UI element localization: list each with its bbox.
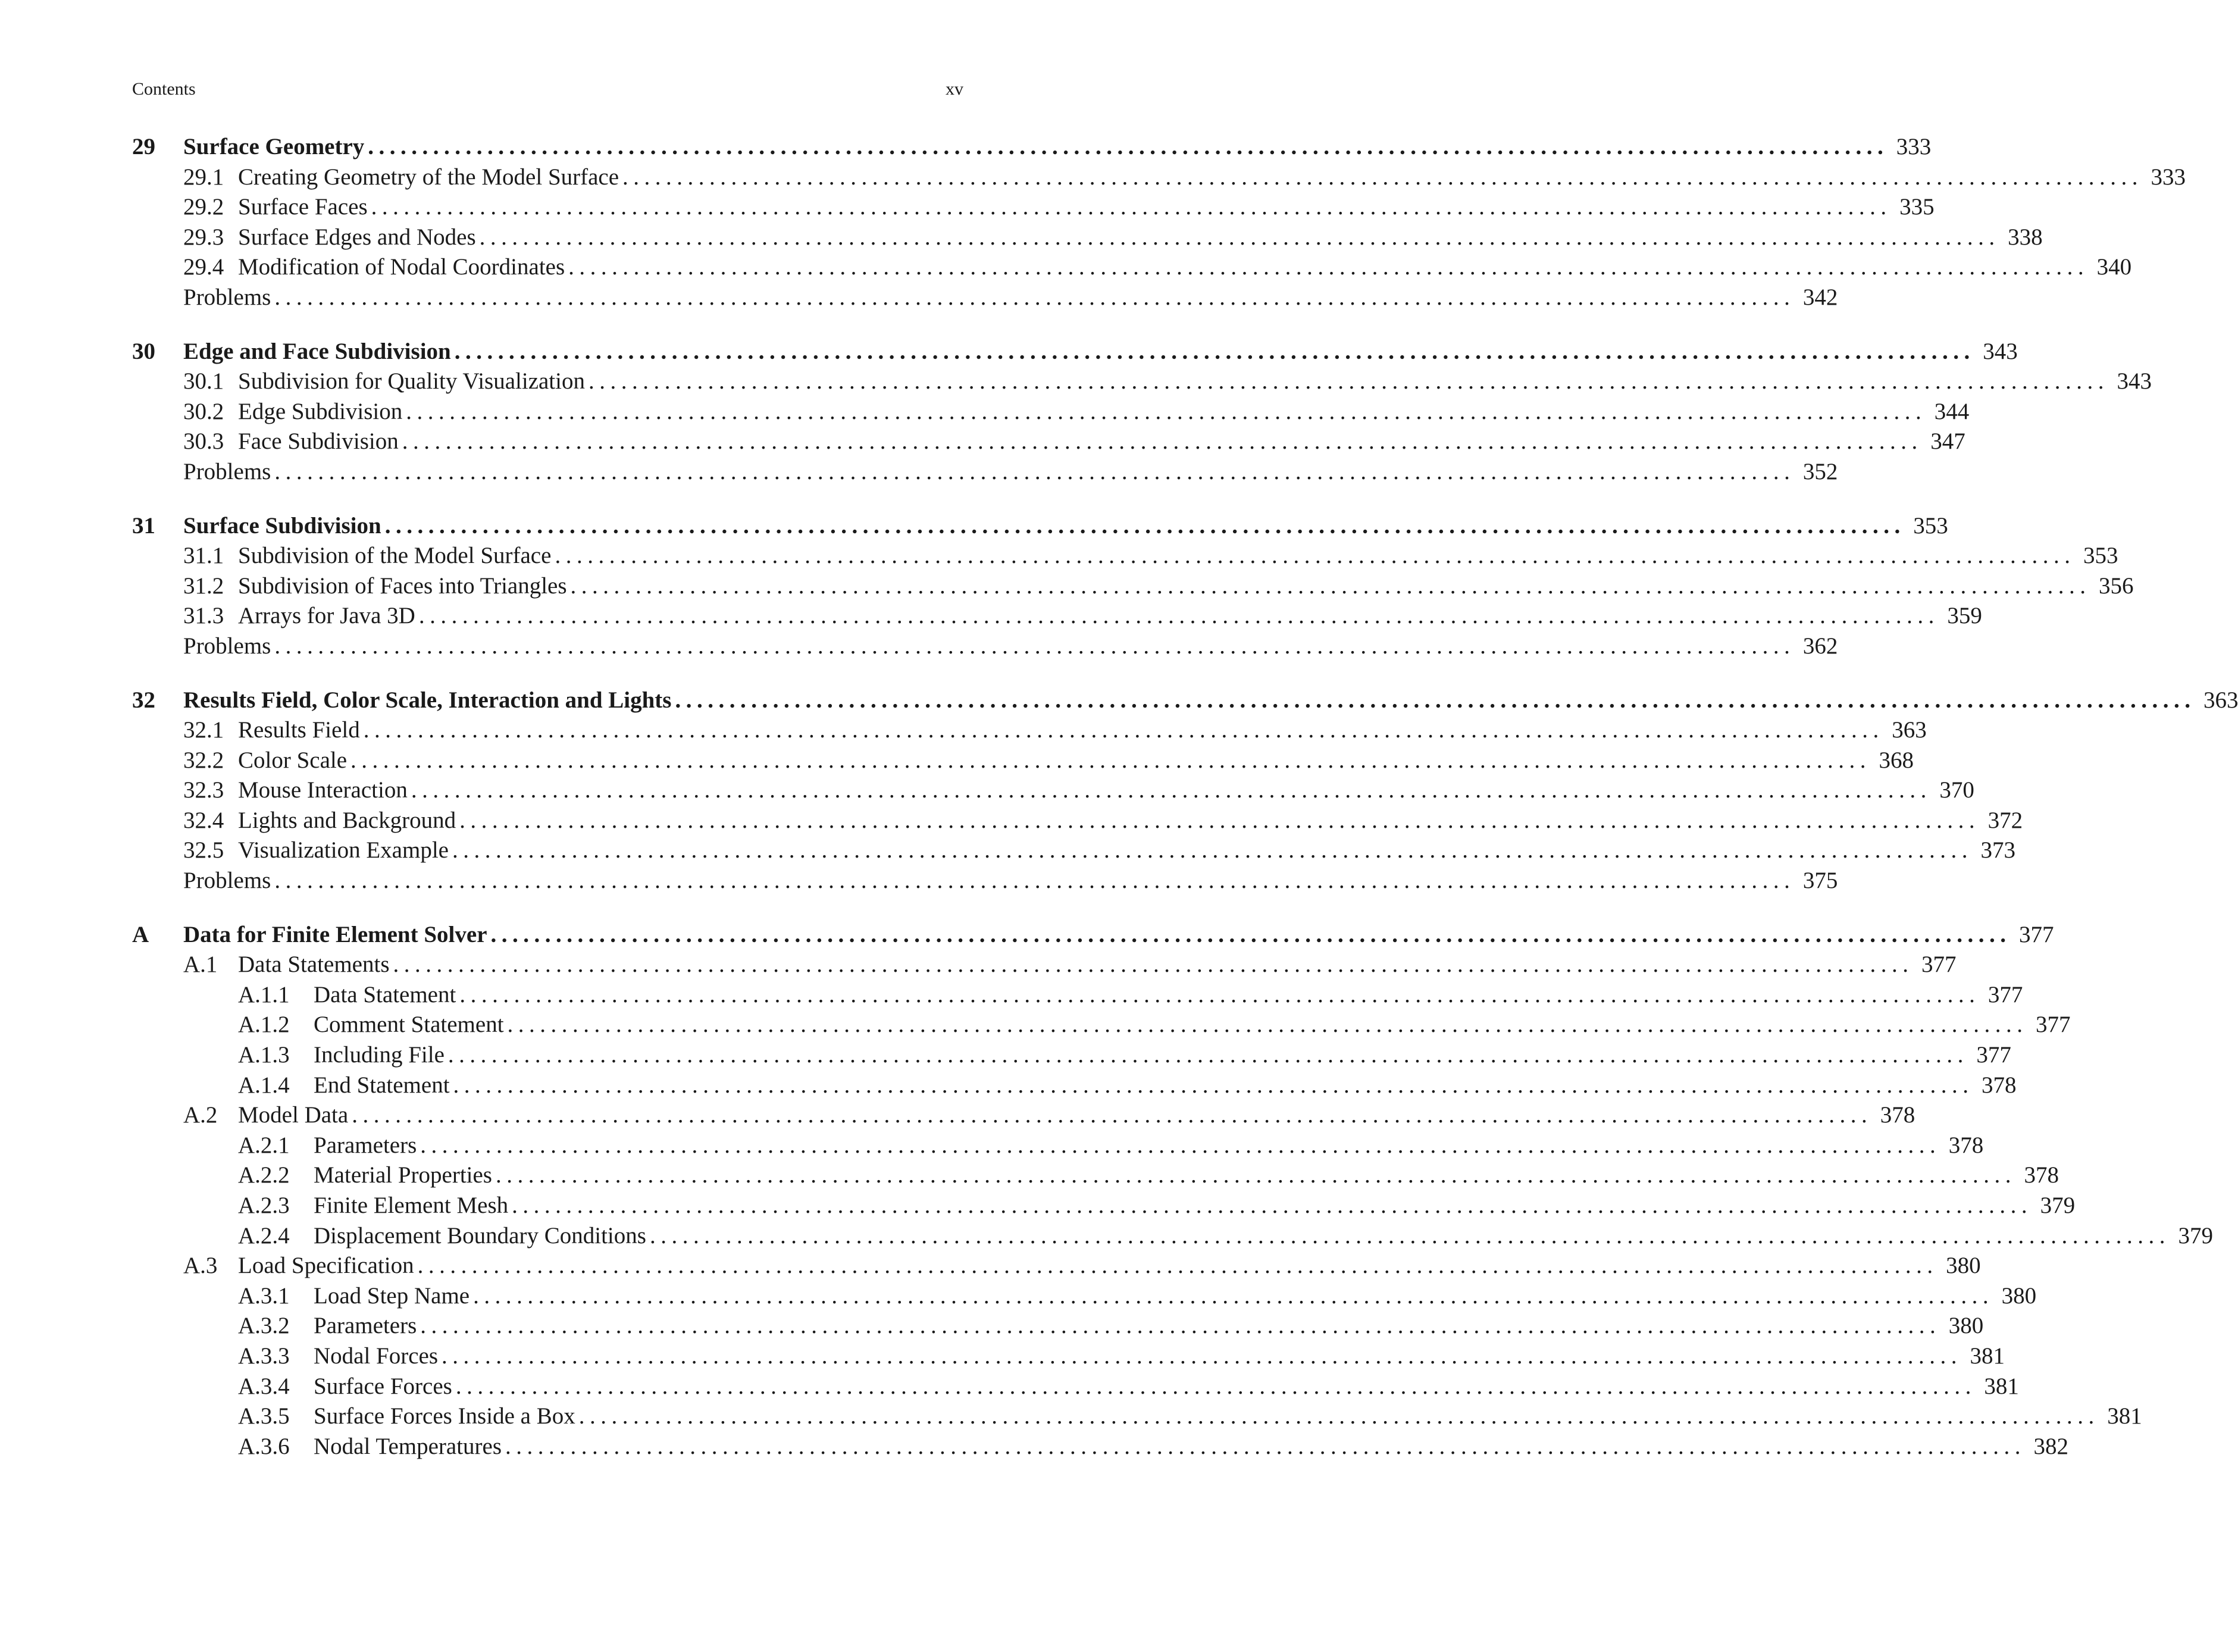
toc-section-entry[interactable] [132, 715, 1927, 746]
toc-entry-number: A.3.2 [238, 1313, 290, 1339]
toc-entry-page: 335 [1899, 194, 1935, 220]
toc-entry-title: Lights and Background [238, 807, 456, 833]
toc-entry-title: Load Step Name [314, 1282, 470, 1309]
toc-section-entry[interactable] [132, 631, 1838, 662]
toc-entry-title: Subdivision of the Model Surface [238, 543, 552, 569]
dot-leader: ............................................................................................................................................ [588, 368, 2109, 395]
toc-entry-title: Problems [183, 458, 271, 484]
toc-subsection-entry[interactable] [132, 1311, 1984, 1341]
toc-entry-number: 32.3 [183, 777, 224, 803]
dot-leader: ............................................................................................................................................ [512, 1193, 2033, 1218]
toc-entry-page: 382 [2033, 1433, 2069, 1459]
toc-entry-title: End Statement [314, 1072, 450, 1098]
toc-entry-number: 31.1 [183, 543, 224, 569]
toc-entry-title: Results Field [238, 717, 360, 743]
toc-entry-page: 377 [1976, 1042, 2011, 1068]
dot-leader: ............................................................................................................................................ [622, 164, 2143, 190]
toc-entry-title: Problems [183, 633, 271, 659]
running-head-title: Contents [132, 79, 196, 99]
toc-entry-title: Including File [314, 1042, 445, 1068]
toc-entry-page: 356 [2099, 572, 2134, 599]
dot-leader: ............................................................................................................................................ [454, 338, 1975, 364]
toc-entry-page: 340 [2096, 254, 2132, 280]
toc-subsection-entry[interactable] [132, 1432, 2069, 1462]
toc-entry-title: Surface Forces [314, 1373, 452, 1399]
dot-leader: ............................................................................................................................................ [442, 1343, 1962, 1369]
toc-section-entry[interactable] [132, 950, 1957, 980]
dot-leader: ............................................................................................................................................ [350, 747, 1871, 773]
toc-entry-page: 380 [1948, 1313, 1984, 1339]
toc-entry-page: 378 [2024, 1162, 2059, 1188]
toc-entry-page: 378 [1982, 1072, 2017, 1098]
toc-section-entry[interactable] [132, 866, 1838, 896]
toc-entry-number: A.2.2 [238, 1162, 290, 1188]
toc-entry-page: 377 [2036, 1012, 2071, 1038]
toc-subsection-entry[interactable] [132, 1341, 2005, 1372]
toc-section-entry[interactable] [132, 541, 2118, 571]
toc-entry-number: A.1 [183, 952, 218, 978]
toc-section-entry[interactable] [132, 1100, 1915, 1131]
dot-leader: ............................................................................................................................................ [384, 512, 1905, 539]
toc-entry-page: 352 [1802, 458, 1838, 484]
toc-entry-number: 30.1 [183, 368, 224, 395]
page-number-roman: xv [946, 79, 963, 99]
toc-subsection-entry[interactable] [132, 1401, 2142, 1432]
toc-section-entry[interactable] [132, 283, 1838, 313]
dot-leader: ............................................................................................................................................ [578, 1403, 2099, 1429]
toc-section-entry[interactable] [132, 571, 2134, 602]
toc-entry-number: 32.1 [183, 717, 224, 743]
toc-subsection-entry[interactable] [132, 1221, 2213, 1251]
toc-section-entry[interactable] [132, 601, 1982, 631]
toc-entry-page: 368 [1879, 747, 1914, 773]
toc-entry-title: Comment Statement [314, 1012, 504, 1038]
toc-section-entry[interactable] [132, 162, 2186, 193]
toc-entry-title: Displacement Boundary Conditions [314, 1222, 646, 1249]
toc-entry-number: A.3.4 [238, 1373, 290, 1399]
toc-entry-title: Modification of Nodal Coordinates [238, 254, 565, 280]
dot-leader: ............................................................................................................................................ [368, 134, 1889, 159]
toc-entry-number: 31.2 [183, 572, 224, 599]
dot-leader: ............................................................................................................................................ [274, 633, 1795, 659]
toc-entry-page: 338 [2008, 224, 2043, 250]
toc-entry-title: Visualization Example [238, 837, 449, 863]
toc-chapter-entry[interactable] [132, 511, 1948, 542]
toc-entry-number: A.3.3 [238, 1343, 290, 1369]
toc-entry-number: 31.3 [183, 603, 224, 629]
toc-section-entry[interactable] [132, 775, 1974, 806]
toc-entry-title: Model Data [238, 1102, 349, 1128]
toc-entry-number: 32 [132, 687, 155, 713]
toc-entry-number: A.3 [183, 1253, 218, 1279]
table-of-contents [132, 132, 2238, 1485]
toc-section-entry[interactable] [132, 223, 2043, 253]
toc-entry-page: 363 [1892, 717, 1927, 743]
dot-leader: ............................................................................................................................................ [371, 194, 1892, 220]
dot-leader: ............................................................................................................................................ [459, 981, 1980, 1008]
dot-leader: ............................................................................................................................................ [507, 1012, 2028, 1038]
toc-subsection-entry[interactable] [132, 1191, 2076, 1221]
toc-section-entry[interactable] [132, 746, 1914, 776]
toc-entry-title: Problems [183, 284, 271, 310]
toc-entry-title: Arrays for Java 3D [238, 603, 415, 629]
toc-section-entry[interactable] [132, 252, 2132, 283]
toc-chapter-block [132, 920, 2213, 1462]
dot-leader: ............................................................................................................................................ [274, 284, 1795, 310]
toc-entry-page: 342 [1802, 284, 1838, 310]
toc-section-entry[interactable] [132, 836, 2015, 866]
toc-chapter-block [132, 686, 2238, 896]
toc-entry-number: 30 [132, 338, 155, 364]
toc-section-entry[interactable] [132, 427, 1965, 457]
dot-leader: ............................................................................................................................................ [452, 837, 1973, 863]
toc-entry-title: Parameters [314, 1132, 417, 1158]
toc-entry-page: 381 [2107, 1403, 2142, 1429]
toc-entry-title: Data for Finite Element Solver [183, 921, 487, 947]
dot-leader: ............................................................................................................................................ [274, 458, 1795, 484]
toc-entry-number: A.2.3 [238, 1193, 290, 1218]
toc-chapter-block [132, 511, 2134, 662]
toc-entry-number: A.1.2 [238, 1012, 290, 1038]
toc-entry-page: 381 [1984, 1373, 2019, 1399]
dot-leader: ............................................................................................................................................ [411, 777, 1932, 803]
toc-entry-title: Material Properties [314, 1162, 492, 1188]
toc-entry-page: 373 [1980, 837, 2015, 863]
toc-entry-title: Load Specification [238, 1253, 414, 1279]
dot-leader: ............................................................................................................................................ [418, 603, 1939, 629]
dot-leader: ............................................................................................................................................ [479, 224, 2000, 250]
toc-section-entry[interactable] [132, 397, 1970, 427]
toc-subsection-entry[interactable] [132, 1040, 2011, 1071]
dot-leader: ............................................................................................................................................ [459, 807, 1980, 833]
toc-subsection-entry[interactable] [132, 1131, 1984, 1161]
toc-entry-page: 343 [2117, 368, 2152, 395]
toc-section-entry[interactable] [132, 1251, 1981, 1281]
toc-chapter-entry[interactable] [132, 132, 1932, 162]
toc-entry-number: A.2.4 [238, 1222, 290, 1249]
toc-entry-title: Data Statements [238, 952, 390, 978]
toc-entry-page: 380 [1946, 1253, 1981, 1279]
toc-entry-number: 29.3 [183, 224, 224, 250]
toc-entry-number: 29.1 [183, 164, 224, 190]
dot-leader: ............................................................................................................................................ [352, 1102, 1873, 1128]
toc-entry-title: Mouse Interaction [238, 777, 408, 803]
toc-entry-number: 32.2 [183, 747, 224, 773]
toc-entry-page: 362 [1802, 633, 1838, 659]
dot-leader: ............................................................................................................................................ [274, 868, 1795, 894]
toc-section-entry[interactable] [132, 457, 1838, 487]
dot-leader: ............................................................................................................................................ [555, 543, 2076, 569]
dot-leader: ............................................................................................................................................ [455, 1373, 1976, 1399]
toc-entry-number: A.2.1 [238, 1132, 290, 1158]
toc-chapter-entry[interactable] [132, 337, 2018, 367]
toc-entry-number: 32.5 [183, 837, 224, 863]
toc-entry-page: 347 [1930, 428, 1965, 455]
toc-entry-title: Surface Forces Inside a Box [314, 1403, 575, 1429]
toc-entry-page: 353 [2083, 543, 2118, 569]
toc-entry-title: Creating Geometry of the Model Surface [238, 164, 619, 190]
toc-entry-page: 378 [1948, 1132, 1984, 1158]
toc-entry-number: A.1.3 [238, 1042, 290, 1068]
toc-entry-title: Face Subdivision [238, 428, 399, 455]
toc-section-entry[interactable] [132, 367, 2152, 397]
toc-subsection-entry[interactable] [132, 1071, 2017, 1101]
toc-entry-title: Color Scale [238, 747, 348, 773]
toc-entry-number: A.2 [183, 1102, 218, 1128]
toc-entry-page: 377 [2019, 921, 2054, 947]
running-head [132, 79, 963, 103]
toc-entry-number: A.1.4 [238, 1072, 290, 1098]
dot-leader: ............................................................................................................................................ [453, 1072, 1974, 1098]
toc-entry-page: 333 [1896, 134, 1932, 159]
toc-section-entry[interactable] [132, 192, 1935, 223]
toc-subsection-entry[interactable] [132, 1010, 2071, 1040]
toc-entry-number: A.3.1 [238, 1282, 290, 1309]
toc-entry-title: Results Field, Color Scale, Interaction and Lights [183, 687, 672, 713]
toc-chapter-entry[interactable] [132, 686, 2238, 716]
toc-entry-number: 30.2 [183, 398, 224, 424]
toc-entry-page: 353 [1913, 512, 1948, 539]
toc-entry-number: 29 [132, 134, 155, 159]
toc-entry-number: A.1.1 [238, 981, 290, 1008]
toc-subsection-entry[interactable] [132, 1281, 2037, 1312]
toc-entry-number: 29.4 [183, 254, 224, 280]
toc-entry-title: Surface Subdivision [183, 512, 381, 539]
dot-leader: ............................................................................................................................................ [447, 1042, 1968, 1068]
toc-entry-page: 381 [1970, 1343, 2005, 1369]
dot-leader: ............................................................................................................................................ [473, 1282, 1994, 1309]
toc-entry-number: 32.4 [183, 807, 224, 833]
toc-entry-title: Subdivision of Faces into Triangles [238, 572, 567, 599]
toc-chapter-block [132, 337, 2152, 487]
dot-leader: ............................................................................................................................................ [495, 1162, 2016, 1188]
toc-entry-title: Surface Faces [238, 194, 368, 220]
toc-section-entry[interactable] [132, 806, 2023, 836]
dot-leader: ............................................................................................................................................ [420, 1313, 1941, 1339]
dot-leader: ............................................................................................................................................ [417, 1253, 1938, 1279]
toc-chapter-block [132, 132, 2186, 313]
toc-entry-page: 343 [1983, 338, 2018, 364]
dot-leader: ............................................................................................................................................ [675, 687, 2196, 713]
toc-entry-title: Edge and Face Subdivision [183, 338, 451, 364]
toc-entry-title: Edge Subdivision [238, 398, 403, 424]
toc-chapter-entry[interactable] [132, 920, 2054, 950]
toc-entry-title: Finite Element Mesh [314, 1193, 509, 1218]
toc-entry-page: 344 [1934, 398, 1970, 424]
dot-leader: ............................................................................................................................................ [393, 952, 1914, 978]
dot-leader: ............................................................................................................................................ [649, 1222, 2170, 1249]
toc-entry-title: Subdivision for Quality Visualization [238, 368, 585, 395]
dot-leader: ............................................................................................................................................ [570, 572, 2091, 599]
toc-entry-title: Parameters [314, 1313, 417, 1339]
toc-entry-title: Problems [183, 868, 271, 894]
toc-entry-page: 379 [2040, 1193, 2076, 1218]
toc-entry-title: Nodal Temperatures [314, 1433, 502, 1459]
toc-entry-page: 378 [1880, 1102, 1915, 1128]
toc-entry-page: 363 [2203, 687, 2238, 713]
toc-entry-number: A.3.5 [238, 1403, 290, 1429]
toc-subsection-entry[interactable] [132, 1160, 2059, 1191]
toc-entry-page: 333 [2151, 164, 2186, 190]
toc-entry-page: 359 [1947, 603, 1982, 629]
toc-subsection-entry[interactable] [132, 980, 2023, 1010]
toc-entry-page: 377 [1987, 981, 2023, 1008]
toc-entry-number: A.3.6 [238, 1433, 290, 1459]
toc-entry-number: 30.3 [183, 428, 224, 455]
toc-entry-title: Surface Edges and Nodes [238, 224, 476, 250]
toc-entry-page: 370 [1939, 777, 1974, 803]
dot-leader: ............................................................................................................................................ [420, 1132, 1941, 1158]
toc-entry-number: 29.2 [183, 194, 224, 220]
toc-subsection-entry[interactable] [132, 1372, 2019, 1402]
dot-leader: ............................................................................................................................................ [363, 717, 1884, 743]
toc-entry-number: 31 [132, 512, 155, 539]
dot-leader: ............................................................................................................................................ [490, 921, 2011, 947]
toc-entry-page: 377 [1921, 952, 1957, 978]
toc-entry-page: 372 [1987, 807, 2023, 833]
dot-leader: ............................................................................................................................................ [568, 254, 2089, 280]
dot-leader: ............................................................................................................................................ [406, 398, 1927, 424]
toc-entry-page: 375 [1802, 868, 1838, 894]
dot-leader: ............................................................................................................................................ [505, 1433, 2026, 1459]
toc-entry-title: Nodal Forces [314, 1343, 439, 1369]
toc-entry-title: Surface Geometry [183, 134, 365, 159]
book-page [132, 0, 2238, 1652]
toc-entry-number: A [132, 921, 149, 947]
toc-entry-page: 379 [2178, 1222, 2213, 1249]
toc-entry-title: Data Statement [314, 981, 456, 1008]
toc-entry-page: 380 [2001, 1282, 2037, 1309]
dot-leader: ............................................................................................................................................ [402, 428, 1923, 455]
